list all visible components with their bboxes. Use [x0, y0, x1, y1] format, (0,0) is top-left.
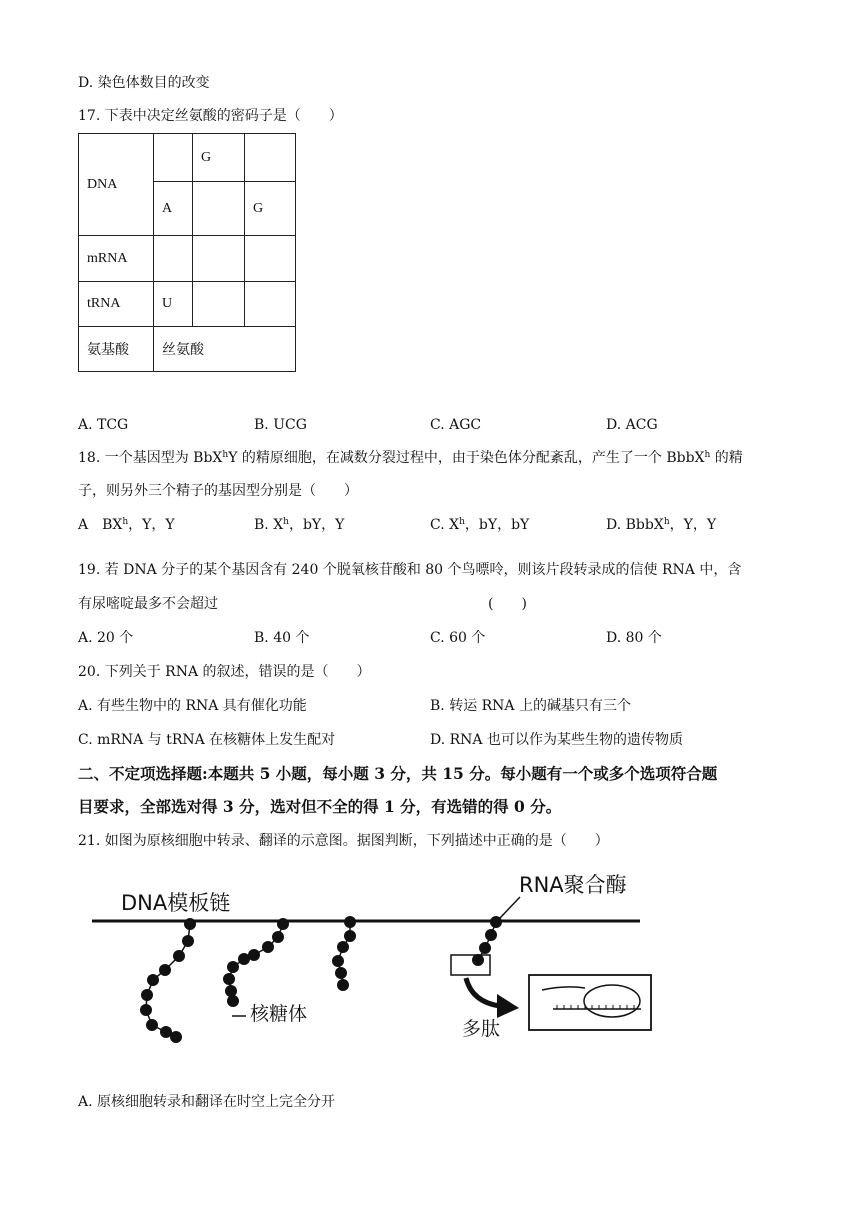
dna-cell [245, 134, 296, 182]
dna-label: DNA [79, 134, 154, 236]
q18-stem-line1: 18. 一个基因型为 BbX$^h$Y 的精原细胞，在减数分裂过程中，由于染色体分配紊乱，产生了一个 BbbX$^h$ 的精 [78, 450, 743, 466]
q19-option-a[interactable]: A. 20 个 [78, 630, 134, 646]
q20-option-c[interactable]: C. mRNA 与 tRNA 在核糖体上发生配对 [78, 732, 336, 748]
mrna-cell [245, 236, 296, 282]
mrna-chain-4 [472, 916, 502, 966]
ribosome-dot [479, 942, 491, 954]
ribosome-dot [146, 1019, 158, 1031]
ribosome-dot [238, 953, 250, 965]
trna-cell [193, 282, 245, 327]
section-heading-line1: 二、不定项选择题:本题共 5 小题，每小题 3 分，共 15 分。每小题有一个或多个选项符合题 [78, 764, 718, 783]
ribosome-dot [337, 979, 349, 991]
ribosome-dot [272, 931, 284, 943]
mrna-cell [193, 236, 245, 282]
q18-stem-line2: 子，则另外三个精子的基因型分别是（ ） [78, 483, 358, 499]
ribosome-dot [335, 967, 347, 979]
ribosome-dot [140, 1004, 152, 1016]
ribosome-dot [337, 941, 349, 953]
dna-cell [193, 182, 245, 236]
magnified-ribosome-panel [529, 975, 651, 1030]
rna-polymerase-pointer [500, 897, 520, 918]
q19-option-d[interactable]: D. 80 个 [606, 630, 662, 646]
ribosome-dot [227, 995, 239, 1007]
q16-option-d: D. 染色体数目的改变 [78, 75, 210, 91]
q17-stem: 17. 下表中决定丝氨酸的密码子是（ ） [78, 108, 343, 124]
ribosome-dot [223, 973, 235, 985]
q18-option-a[interactable]: A $BX^h$，Y，Y [78, 517, 175, 533]
ribosome-dot [184, 918, 196, 930]
ribosome-dot [344, 916, 356, 928]
mrna-cell [154, 236, 193, 282]
zoom-arrow [466, 978, 500, 1006]
amino-acid-value: 丝氨酸 [154, 327, 296, 372]
ribosome-dot [141, 989, 153, 1001]
ribosome-dot [147, 974, 159, 986]
q17-option-c[interactable]: C. AGC [430, 417, 482, 433]
q20-stem: 20. 下列关于 RNA 的叙述，错误的是（ ） [78, 664, 371, 680]
ribosome-label: 核糖体 [250, 1003, 308, 1025]
q19-stem-line1: 19. 若 DNA 分子的某个基因含有 240 个脱氧核苷酸和 80 个鸟嘌呤，则该片段转录成的信使 RNA 中，含 [78, 562, 742, 578]
rna-polymerase-label: RNA聚合酶 [519, 873, 627, 897]
q21-stem: 21. 如图为原核细胞中转录、翻译的示意图。据图判断，下列描述中正确的是（ ） [78, 833, 609, 849]
transcription-translation-figure [0, 860, 860, 1060]
q18-option-d[interactable]: D. BbbX$^h$，Y，Y [606, 517, 717, 533]
mrna-chain-3 [332, 916, 356, 991]
ribosome-dot [344, 930, 356, 942]
ribosome-dot [262, 941, 274, 953]
ribosome-dot [485, 929, 497, 941]
ribosome-dot [159, 964, 171, 976]
peptide-chain [542, 987, 585, 990]
ribosome-dot [332, 955, 344, 967]
mrna-chain-1 [140, 918, 196, 1043]
mrna-label: mRNA [79, 236, 154, 282]
codon-table [78, 133, 296, 372]
ribosome-dot [170, 1031, 182, 1043]
q20-option-a[interactable]: A. 有些生物中的 RNA 具有催化功能 [78, 698, 307, 714]
q19-answer-bracket: ( ) [488, 596, 527, 612]
ribosome-dot [472, 954, 484, 966]
q18-option-c[interactable]: C. $X^h$，bY，bY [430, 517, 530, 533]
ribosome-dot [227, 961, 239, 973]
q20-option-d[interactable]: D. RNA 也可以作为某些生物的遗传物质 [430, 732, 683, 748]
q17-option-d[interactable]: D. ACG [606, 417, 658, 433]
q20-option-b[interactable]: B. 转运 RNA 上的碱基只有三个 [430, 698, 631, 714]
mrna-chain-2 [223, 918, 289, 1007]
dna-cell: G [193, 134, 245, 182]
section-heading-line2: 目要求，全部选对得 3 分，选对但不全的得 1 分，有选错的得 0 分。 [78, 797, 562, 816]
trna-cell [245, 282, 296, 327]
q18-option-b[interactable]: B. $X^h$，bY，Y [254, 517, 345, 533]
q17-option-b[interactable]: B. UCG [254, 417, 307, 433]
q19-option-c[interactable]: C. 60 个 [430, 630, 486, 646]
zoom-arrow-head [497, 994, 519, 1018]
trna-label: tRNA [79, 282, 154, 327]
ribosome-ellipse [584, 985, 640, 1017]
q19-stem-line2: 有尿嘧啶最多不会超过 [78, 596, 218, 612]
trna-cell: U [154, 282, 193, 327]
ribosome-dot [182, 935, 194, 947]
dna-template-label: DNA模板链 [121, 891, 231, 915]
dna-cell [154, 134, 193, 182]
ribosome-dot [225, 985, 237, 997]
zoom-selection-box [451, 955, 490, 975]
q17-option-a[interactable]: A. TCG [78, 417, 129, 433]
ribosome-dot [277, 918, 289, 930]
q19-option-b[interactable]: B. 40 个 [254, 630, 310, 646]
q21-option-a[interactable]: A. 原核细胞转录和翻译在时空上完全分开 [78, 1094, 336, 1110]
dna-cell: G [245, 182, 296, 236]
dna-cell: A [154, 182, 193, 236]
polypeptide-label: 多肽 [462, 1018, 501, 1040]
amino-acid-label: 氨基酸 [79, 327, 154, 372]
ribosome-dot [173, 950, 185, 962]
